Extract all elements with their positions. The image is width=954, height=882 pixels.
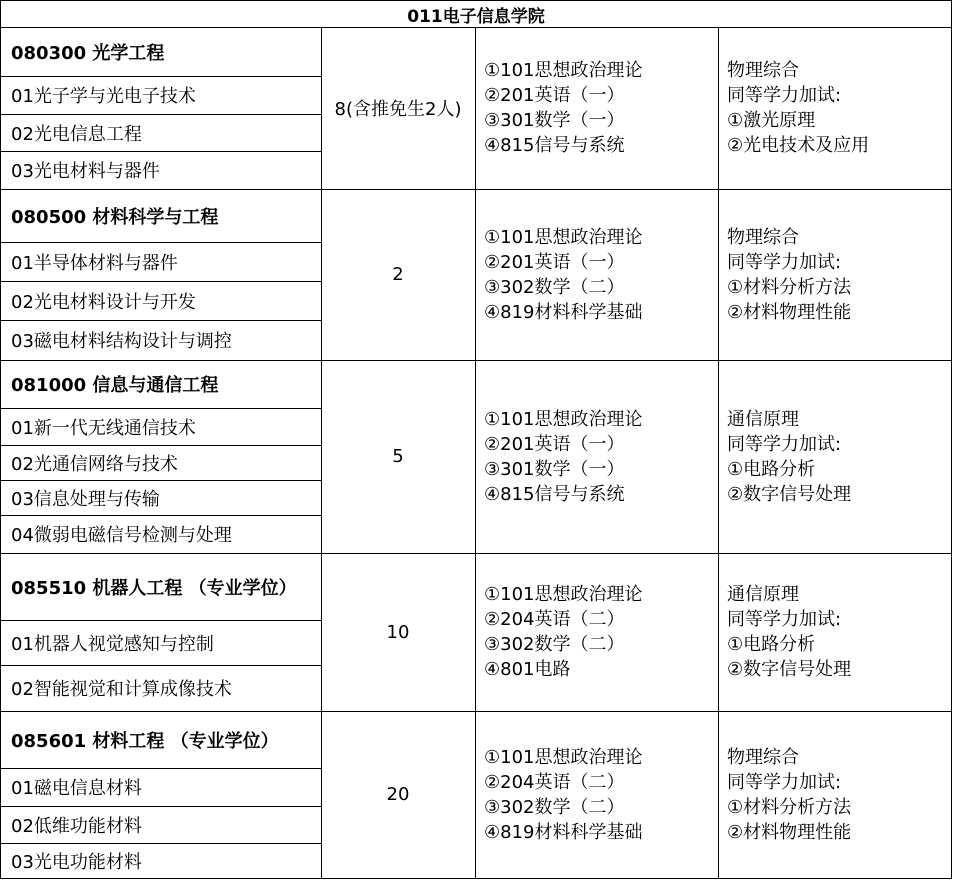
column-divider [718, 27, 719, 189]
retest-subjects [727, 225, 851, 325]
exam-subject: ①101思想政治理论 [484, 746, 643, 768]
column-divider [718, 189, 719, 360]
column-divider [718, 360, 719, 553]
exam-subject: ②201英语（一） [484, 433, 625, 455]
retest-subject: ①材料分析方法 [727, 796, 852, 818]
table-border-right [951, 0, 952, 879]
exam-subject: ②204英语（二） [484, 771, 625, 793]
research-direction: 01光子学与光电子技术 [11, 86, 196, 107]
exam-subject: ③302数学（二） [484, 276, 625, 298]
retest-subject: 同等学力加试: [727, 251, 842, 273]
retest-subject: ②数字信号处理 [727, 659, 852, 680]
exam-subject: ②204英语（二） [484, 609, 625, 630]
exam-subject: ④815信号与系统 [484, 483, 625, 505]
enrollment-count: 20 [386, 784, 410, 805]
retest-subjects [727, 582, 851, 682]
column-divider [475, 360, 476, 553]
retest-subject: 通信原理 [727, 408, 799, 430]
column-divider [475, 27, 476, 189]
exam-subject: ①101思想政治理论 [484, 226, 643, 248]
retest-subject: 物理综合 [727, 60, 799, 81]
retest-subject: ①材料分析方法 [727, 276, 852, 298]
major-title: 080500 材料科学与工程 [11, 206, 219, 228]
research-direction: 01磁电信息材料 [11, 778, 142, 799]
retest-subject: 通信原理 [727, 584, 799, 605]
column-divider [718, 711, 719, 878]
column-divider [718, 553, 719, 711]
retest-subject: ①电路分析 [727, 458, 816, 480]
retest-subject: ①激光原理 [727, 110, 816, 131]
research-direction: 03光电功能材料 [11, 851, 142, 873]
retest-subjects [727, 58, 869, 158]
research-direction: 02低维功能材料 [11, 815, 142, 837]
exam-subjects [484, 225, 643, 325]
major-title: 080300 光学工程 [11, 42, 165, 64]
exam-subject: ④801电路 [484, 659, 571, 680]
column-divider [475, 553, 476, 711]
enrollment-count: 5 [392, 446, 404, 467]
research-direction: 02光通信网络与技术 [11, 453, 178, 475]
exam-subjects [484, 745, 643, 845]
table-border-top [0, 0, 952, 1]
retest-subject: 同等学力加试: [727, 609, 842, 630]
enrollment-count: 10 [386, 621, 410, 643]
enrollment-count: 8(含推免生2人) [334, 99, 462, 120]
exam-subject: ④815信号与系统 [484, 135, 625, 156]
research-direction: 03光电材料与器件 [11, 161, 160, 182]
exam-subject: ③301数学（一） [484, 110, 625, 131]
research-direction: 04微弱电磁信号检测与处理 [11, 525, 232, 546]
exam-subject: ③301数学（一） [484, 458, 625, 480]
research-direction: 02智能视觉和计算成像技术 [11, 679, 232, 700]
research-direction: 01半导体材料与器件 [11, 252, 178, 274]
table-border-left [0, 0, 1, 879]
retest-subject: 同等学力加试: [727, 433, 842, 455]
research-direction: 02光电材料设计与开发 [11, 291, 196, 313]
exam-subject: ④819材料科学基础 [484, 821, 643, 843]
retest-subject: ①电路分析 [727, 634, 816, 655]
retest-subject: 同等学力加试: [727, 85, 842, 106]
retest-subject: 物理综合 [727, 746, 799, 768]
major-title: 085601 材料工程 （专业学位） [11, 730, 279, 752]
exam-subject: ②201英语（一） [484, 85, 625, 106]
major-title: 081000 信息与通信工程 [11, 375, 219, 396]
research-direction: 03信息处理与传输 [11, 488, 160, 510]
research-direction: 01新一代无线通信技术 [11, 417, 196, 439]
college-title: 011电子信息学院 [407, 6, 545, 27]
retest-subject: ②材料物理性能 [727, 301, 852, 323]
retest-subjects [727, 745, 851, 845]
exam-subject: ④819材料科学基础 [484, 301, 643, 323]
retest-subjects [727, 407, 851, 507]
research-direction: 03磁电材料结构设计与调控 [11, 331, 232, 352]
research-direction: 01机器人视觉感知与控制 [11, 633, 214, 655]
exam-subjects [484, 407, 643, 507]
major-title: 085510 机器人工程 （专业学位） [11, 577, 297, 599]
exam-subjects [484, 582, 643, 682]
exam-subject: ①101思想政治理论 [484, 584, 643, 605]
row-divider [0, 878, 952, 879]
retest-subject: 同等学力加试: [727, 771, 842, 793]
enrollment-count: 2 [392, 264, 404, 285]
exam-subject: ②201英语（一） [484, 251, 625, 273]
exam-subjects [484, 58, 643, 158]
column-divider [475, 189, 476, 360]
exam-subject: ①101思想政治理论 [484, 60, 643, 81]
exam-subject: ③302数学（二） [484, 796, 625, 818]
column-divider [475, 711, 476, 878]
exam-subject: ①101思想政治理论 [484, 408, 643, 430]
retest-subject: ②光电技术及应用 [727, 135, 870, 156]
research-direction: 02光电信息工程 [11, 123, 142, 145]
retest-subject: ②数字信号处理 [727, 483, 852, 505]
exam-subject: ③302数学（二） [484, 634, 625, 655]
retest-subject: ②材料物理性能 [727, 821, 852, 843]
retest-subject: 物理综合 [727, 226, 799, 248]
